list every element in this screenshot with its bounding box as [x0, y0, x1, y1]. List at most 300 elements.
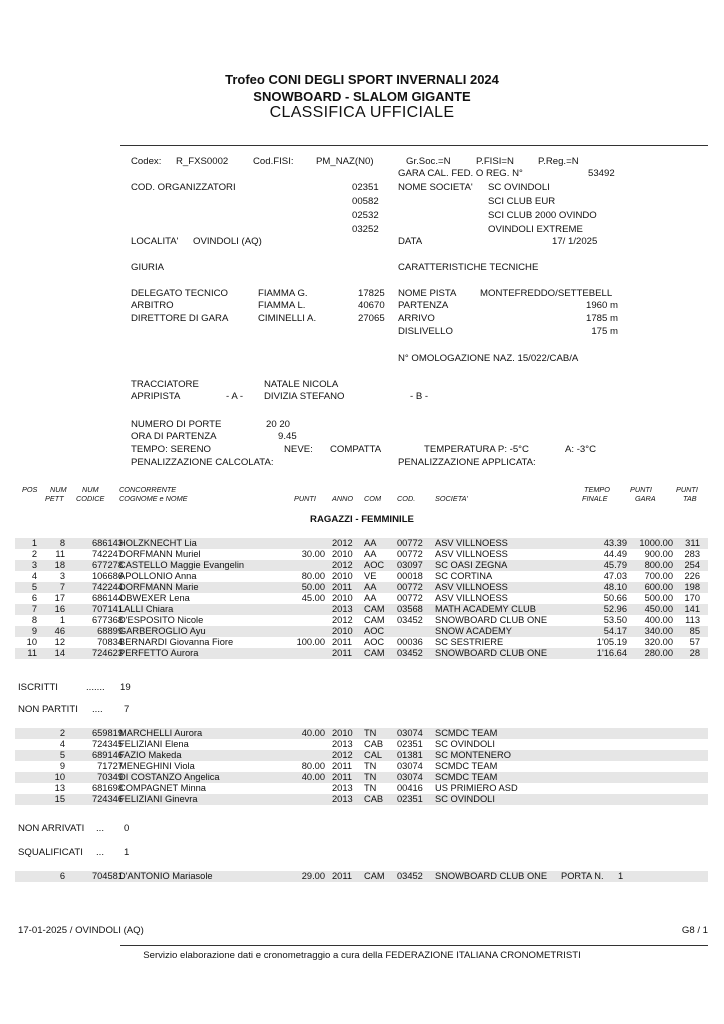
cell-nome: DORFMANN Muriel	[119, 549, 201, 559]
codex-value: R_FXS0002	[176, 156, 229, 167]
caratteristiche-label: CARATTERISTICHE TECNICHE	[398, 262, 539, 273]
cell-societa: ASV VILLNOESS	[435, 538, 508, 548]
localita-value: OVINDOLI (AQ)	[193, 236, 262, 247]
omologazione: N° OMOLOGAZIONE NAZ. 15/022/CAB/A	[398, 353, 579, 364]
cell-cod: 03452	[397, 871, 423, 881]
porte-label: NUMERO DI PORTE	[131, 419, 222, 430]
apripista-label: APRIPISTA	[131, 391, 181, 402]
table-row	[15, 604, 708, 615]
neve-label: NEVE:	[284, 444, 313, 455]
cell-societa: ASV VILLNOESS	[435, 549, 508, 559]
squalificati-label: SQUALIFICATI	[18, 847, 83, 858]
col-punti-gara: PUNTI	[630, 485, 652, 494]
cell-codice: 681698	[91, 783, 123, 793]
cell-tempo: 52.96	[603, 604, 627, 614]
table-row	[15, 739, 708, 750]
cell-societa: ASV VILLNOESS	[435, 582, 508, 592]
cell-pett: 17	[54, 593, 65, 603]
cell-pett: 12	[54, 637, 65, 647]
cell-tempo: 50.66	[603, 593, 627, 603]
cell-gara: 900.00	[644, 549, 673, 559]
non-arrivati-value: 0	[124, 823, 130, 834]
cell-nome: FELIZIANI Ginevra	[119, 794, 198, 804]
cell-anno: 2010	[332, 728, 353, 738]
cell-anno: 2010	[332, 549, 353, 559]
col-tempo: FINALE	[582, 494, 608, 503]
cell-cod: 03452	[397, 648, 423, 658]
cell-societa: SNOWBOARD CLUB ONE	[435, 648, 548, 658]
cell-cod: 00036	[397, 637, 423, 647]
cell-pos: 2	[31, 549, 37, 559]
col-societa: SOCIETA'	[435, 494, 468, 503]
cell-tempo: 54.17	[603, 626, 627, 636]
cell-tab: 254	[684, 560, 700, 570]
tech-label: DISLIVELLO	[398, 326, 453, 337]
penalizzazione-applicata: PENALIZZAZIONE APPLICATA:	[398, 457, 536, 468]
cell-gara: 1000.00	[639, 538, 673, 548]
title-line-2: SNOWBOARD - SLALOM GIGANTE	[253, 89, 471, 104]
cell-tab: 170	[684, 593, 700, 603]
cell-com: VE	[364, 571, 377, 581]
cell-nome: DORFMANN Marie	[119, 582, 199, 592]
table-row	[15, 750, 708, 761]
table-row	[15, 761, 708, 772]
cell-pett: 46	[54, 626, 65, 636]
cell-anno: 2011	[332, 582, 352, 592]
cell-com: TN	[364, 772, 377, 782]
cell-pos: 9	[31, 626, 37, 636]
apripista-a: - A -	[226, 391, 244, 402]
squalificati-value: 1	[124, 847, 130, 858]
pfisi-flag: P.FISI=N	[476, 156, 514, 167]
footer-date-location: 17-01-2025 / OVINDOLI (AQ)	[18, 925, 144, 936]
cell-note-value: 1	[618, 871, 624, 881]
cell-tempo: 1'05.19	[596, 637, 627, 647]
ora-label: ORA DI PARTENZA	[131, 431, 217, 442]
cell-cod: 03452	[397, 615, 423, 625]
cell-societa: SCMDC TEAM	[435, 728, 498, 738]
cell-gara: 800.00	[644, 560, 673, 570]
col-pos: POS	[22, 485, 38, 494]
org-code: 02351	[352, 182, 379, 193]
header-divider	[120, 145, 708, 146]
jury-name: FIAMMA L.	[258, 300, 306, 311]
table-row	[15, 626, 708, 637]
cell-pos: 1	[31, 538, 37, 548]
cell-tab: 113	[685, 615, 700, 625]
cell-cod: 03074	[397, 728, 423, 738]
cell-societa: SNOW ACADEMY	[435, 626, 512, 636]
cell-nome: D'ESPOSITO Nicole	[119, 615, 204, 625]
cell-gara: 400.00	[644, 615, 673, 625]
cell-tab: 28	[689, 648, 700, 658]
cell-tempo: 47.03	[603, 571, 627, 581]
cell-pett: 8	[59, 538, 65, 548]
non-arrivati-dots: ...	[96, 823, 104, 834]
cell-societa: SC MONTENERO	[435, 750, 511, 760]
cell-cod: 01381	[397, 750, 423, 760]
cell-punti: 80.00	[301, 571, 325, 581]
cell-anno: 2013	[332, 783, 353, 793]
cell-societa: US PRIMIERO ASD	[435, 783, 518, 793]
cell-com: AOC	[364, 560, 385, 570]
cell-societa: ASV VILLNOESS	[435, 593, 508, 603]
cell-societa: SC SESTRIERE	[435, 637, 504, 647]
cell-nome: MENEGHINI Viola	[119, 761, 195, 771]
cell-pos: 6	[31, 593, 37, 603]
cell-punti: 30.00	[301, 549, 325, 559]
cell-cod: 02351	[397, 739, 423, 749]
gara-label: GARA CAL. FED. O REG. N°	[398, 168, 523, 179]
cell-com: AA	[364, 538, 377, 548]
col-com: COM	[364, 494, 382, 503]
iscritti-dots: .......	[86, 682, 105, 693]
org-name: SC OVINDOLI	[488, 182, 550, 193]
col-num-pett: NUM	[50, 485, 67, 494]
org-name: SCI CLUB EUR	[488, 196, 556, 207]
cell-anno: 2011	[332, 772, 352, 782]
cell-pett: 16	[54, 604, 65, 614]
jury-role: DIRETTORE DI GARA	[131, 313, 229, 324]
cell-anno: 2010	[332, 571, 353, 581]
table-row	[15, 648, 708, 659]
table-row	[15, 871, 708, 882]
cell-codice: 704581	[91, 871, 123, 881]
org-name: OVINDOLI EXTREME	[488, 224, 583, 235]
footer-divider	[120, 945, 708, 946]
cell-cod: 03074	[397, 772, 423, 782]
cell-pett: 1	[59, 615, 65, 625]
cell-gara: 340.00	[644, 626, 673, 636]
cell-tab: 283	[684, 549, 700, 559]
cell-nome: LALLI Chiara	[119, 604, 174, 614]
col-num-codice: NUM	[82, 485, 99, 494]
cell-societa: SNOWBOARD CLUB ONE	[435, 615, 548, 625]
cell-cod: 03097	[397, 560, 423, 570]
non-partiti-label: NON PARTITI	[18, 704, 78, 715]
cell-com: CAM	[364, 604, 385, 614]
cell-cod: 00018	[397, 571, 423, 581]
table-row	[15, 538, 708, 549]
tech-label: NOME PISTA	[398, 288, 457, 299]
cell-com: AA	[364, 593, 377, 603]
cell-codice: 689146	[91, 750, 123, 760]
iscritti-label: ISCRITTI	[18, 682, 58, 693]
cell-tempo: 53.50	[603, 615, 627, 625]
cell-pett: 2	[59, 728, 65, 738]
temperatura-partenza: TEMPERATURA P: -5°C	[424, 444, 529, 455]
cell-punti: 40.00	[301, 772, 325, 782]
cell-societa: SCMDC TEAM	[435, 772, 498, 782]
cell-com: CAL	[364, 750, 383, 760]
cell-tab: 198	[684, 582, 700, 592]
cell-nome: COMPAGNET Minna	[119, 783, 206, 793]
cell-nome: APOLLONIO Anna	[119, 571, 197, 581]
cell-societa: SC OASI ZEGNA	[435, 560, 508, 570]
cell-com: TN	[364, 761, 377, 771]
tracciatore-value: NATALE NICOLA	[264, 379, 339, 390]
table-row	[15, 772, 708, 783]
jury-name: CIMINELLI A.	[258, 313, 317, 324]
cell-tempo: 45.79	[603, 560, 627, 570]
col-num-pett: PETT	[45, 494, 64, 503]
data-value: 17/ 1/2025	[552, 236, 598, 247]
cell-tempo: 44.49	[603, 549, 627, 559]
tech-label: ARRIVO	[398, 313, 435, 324]
cell-pett: 7	[59, 582, 65, 592]
cell-com: TN	[364, 728, 377, 738]
cell-anno: 2010	[332, 593, 353, 603]
cell-anno: 2011	[332, 761, 352, 771]
cell-pett: 11	[55, 549, 65, 559]
cell-pett: 13	[54, 783, 65, 793]
col-punti-gara: GARA	[635, 494, 656, 503]
jury-role: ARBITRO	[131, 300, 174, 311]
cell-pos: 8	[31, 615, 37, 625]
cell-codice: 677278	[91, 560, 123, 570]
cell-pos: 5	[31, 582, 37, 592]
cell-gara: 450.00	[644, 604, 673, 614]
jury-code: 27065	[358, 313, 385, 324]
title-line-1: Trofeo CONI DEGLI SPORT INVERNALI 2024	[225, 72, 499, 87]
footer-credits: Servizio elaborazione dati e cronometraggio a cura della FEDERAZIONE ITALIANA CRONOMETRISTI	[143, 950, 581, 961]
cell-tempo: 48.10	[603, 582, 627, 592]
localita-label: LOCALITA'	[131, 236, 179, 247]
cell-codice: 686143	[91, 538, 123, 548]
cell-codice: 724346	[91, 794, 123, 804]
cell-tab: 85	[689, 626, 700, 636]
cell-cod: 02351	[397, 794, 423, 804]
cell-punti: 45.00	[301, 593, 325, 603]
cell-anno: 2011	[332, 871, 352, 881]
table-row	[15, 794, 708, 805]
org-code: 00582	[352, 196, 379, 207]
cell-codice: 70349	[97, 772, 123, 782]
tech-label: PARTENZA	[398, 300, 449, 311]
cell-punti: 50.00	[301, 582, 325, 592]
table-row	[15, 582, 708, 593]
cell-codice: 70834	[97, 637, 123, 647]
cell-gara: 600.00	[644, 582, 673, 592]
col-cod: COD.	[397, 494, 416, 503]
cell-anno: 2013	[332, 794, 353, 804]
cell-societa: SC OVINDOLI	[435, 739, 495, 749]
cell-codice: 68899	[97, 626, 123, 636]
cell-pett: 3	[59, 571, 65, 581]
ora-value: 9.45	[278, 431, 297, 442]
cell-nome: MARCHELLI Aurora	[119, 728, 203, 738]
cell-tab: 141	[684, 604, 700, 614]
cell-codice: 742244	[91, 582, 123, 592]
cell-com: CAB	[364, 794, 384, 804]
cell-note: PORTA N.	[561, 871, 604, 881]
codex-label: Codex:	[131, 156, 162, 167]
title-line-3: CLASSIFICA UFFICIALE	[269, 104, 455, 121]
cell-pos: 4	[31, 571, 37, 581]
cell-nome: BERNARDI Giovanna Fiore	[119, 637, 234, 647]
cell-pos: 11	[27, 648, 37, 658]
cell-com: AOC	[364, 626, 385, 636]
cell-tab: 311	[685, 538, 700, 548]
cell-cod: 00772	[397, 593, 423, 603]
table-row	[15, 571, 708, 582]
org-code: 02532	[352, 210, 379, 221]
col-punti-tab: PUNTI	[676, 485, 698, 494]
codfisi-label: Cod.FISI:	[253, 156, 294, 167]
col-anno: ANNO	[332, 494, 354, 503]
cell-pos: 7	[31, 604, 37, 614]
cell-anno: 2013	[332, 739, 353, 749]
cell-pett: 4	[59, 739, 65, 749]
cell-pett: 14	[54, 648, 65, 658]
non-partiti-value: 7	[124, 704, 130, 715]
tech-value: MONTEFREDDO/SETTEBELL	[480, 288, 613, 299]
cell-cod: 00772	[397, 538, 423, 548]
cell-codice: 71727	[97, 761, 123, 771]
table-row	[15, 549, 708, 560]
cell-com: TN	[364, 783, 377, 793]
table-row	[15, 728, 708, 739]
col-punti: PUNTI	[294, 494, 316, 503]
cell-tempo: 1'16.64	[596, 648, 627, 658]
cell-pett: 10	[54, 772, 65, 782]
cell-com: AA	[364, 549, 377, 559]
col-num-codice: CODICE	[76, 494, 105, 503]
cell-tab: 57	[689, 637, 700, 647]
col-concorrente: COGNOME e NOME	[119, 494, 188, 503]
cell-codice: 677368	[91, 615, 123, 625]
tempo-meteo: TEMPO: SERENO	[131, 444, 211, 455]
cell-codice: 742247	[91, 549, 123, 559]
cell-punti: 100.00	[296, 637, 325, 647]
cell-nome: FELIZIANI Elena	[119, 739, 189, 749]
org-name: SCI CLUB 2000 OVINDO	[488, 210, 597, 221]
nome-societa-label: NOME SOCIETA'	[398, 182, 473, 193]
cell-gara: 280.00	[644, 648, 673, 658]
cell-nome: FAZIO Makeda	[119, 750, 182, 760]
cell-com: CAM	[364, 871, 385, 881]
cell-anno: 2013	[332, 604, 353, 614]
jury-code: 17825	[358, 288, 385, 299]
cell-gara: 700.00	[644, 571, 673, 581]
gara-value: 53492	[588, 168, 615, 179]
cell-pett: 9	[59, 761, 65, 771]
cell-pos: 10	[26, 637, 37, 647]
category-title: RAGAZZI - FEMMINILE	[310, 514, 414, 525]
grsoc-flag: Gr.Soc.=N	[406, 156, 451, 167]
apripista-b: - B -	[410, 391, 429, 402]
cell-codice: 659819	[91, 728, 123, 738]
col-concorrente: CONCORRENTE	[119, 485, 177, 494]
cell-nome: OBWEXER Lena	[119, 593, 190, 603]
codfisi-value: PM_NAZ(N0)	[316, 156, 374, 167]
cell-codice: 724345	[91, 739, 123, 749]
cell-com: AOC	[364, 637, 385, 647]
cell-codice: 707141	[91, 604, 123, 614]
data-label: DATA	[398, 236, 423, 247]
cell-cod: 00772	[397, 549, 423, 559]
apripista-value: DIVIZIA STEFANO	[264, 391, 345, 402]
penalizzazione-calcolata: PENALIZZAZIONE CALCOLATA:	[131, 457, 274, 468]
non-arrivati-label: NON ARRIVATI	[18, 823, 85, 834]
cell-com: CAM	[364, 615, 385, 625]
iscritti-value: 19	[120, 682, 131, 693]
tech-value: 1960 m	[586, 300, 618, 311]
cell-codice: 106686	[91, 571, 123, 581]
cell-cod: 03568	[397, 604, 423, 614]
neve-value: COMPATTA	[330, 444, 382, 455]
cell-societa: MATH ACADEMY CLUB	[435, 604, 536, 614]
tech-value: 1785 m	[586, 313, 618, 324]
cell-tempo: 43.39	[603, 538, 627, 548]
cell-pos: 3	[31, 560, 37, 570]
tracciatore-label: TRACCIATORE	[131, 379, 199, 390]
cell-societa: SC OVINDOLI	[435, 794, 495, 804]
col-punti-tab: TAB	[683, 494, 697, 503]
cell-cod: 00772	[397, 582, 423, 592]
cell-punti: 80.00	[301, 761, 325, 771]
cell-com: CAB	[364, 739, 384, 749]
cell-societa: SC CORTINA	[435, 571, 493, 581]
table-row	[15, 783, 708, 794]
cell-codice: 724623	[91, 648, 123, 658]
cell-anno: 2011	[332, 637, 352, 647]
cell-gara: 500.00	[644, 593, 673, 603]
cell-anno: 2011	[332, 648, 352, 658]
porte-value: 20 20	[266, 419, 291, 430]
cell-societa: SCMDC TEAM	[435, 761, 498, 771]
cell-pett: 18	[54, 560, 65, 570]
cell-gara: 320.00	[644, 637, 673, 647]
jury-role: DELEGATO TECNICO	[131, 288, 229, 299]
cell-punti: 40.00	[301, 728, 325, 738]
cell-anno: 2012	[332, 615, 353, 625]
non-partiti-dots: ....	[92, 704, 103, 715]
cell-societa: SNOWBOARD CLUB ONE	[435, 871, 548, 881]
table-row	[15, 637, 708, 648]
cell-nome: GARBEROGLIO Ayu	[119, 626, 206, 636]
cell-nome: HOLZKNECHT Lia	[119, 538, 197, 548]
cell-anno: 2012	[332, 538, 353, 548]
cell-nome: D'ANTONIO Mariasole	[119, 871, 213, 881]
cell-anno: 2010	[332, 626, 353, 636]
cell-pett: 5	[59, 750, 65, 760]
footer-page-number: G8 / 1	[681, 925, 708, 936]
tech-value: 175 m	[591, 326, 618, 337]
table-row	[15, 615, 708, 626]
cell-com: CAM	[364, 648, 385, 658]
preg-flag: P.Reg.=N	[538, 156, 579, 167]
cell-pett: 6	[59, 871, 65, 881]
cell-anno: 2012	[332, 560, 353, 570]
cell-cod: 00416	[397, 783, 423, 793]
temperatura-arrivo: A: -3°C	[565, 444, 597, 455]
cell-anno: 2012	[332, 750, 353, 760]
table-row	[15, 593, 708, 604]
cell-cod: 03074	[397, 761, 423, 771]
cell-punti: 29.00	[301, 871, 325, 881]
cell-com: AA	[364, 582, 377, 592]
cell-nome: DI COSTANZO Angelica	[119, 772, 220, 782]
cell-nome: CASTELLO Maggie Evangelin	[119, 560, 245, 570]
table-row	[15, 560, 708, 571]
cod-org-label: COD. ORGANIZZATORI	[131, 182, 236, 193]
col-tempo: TEMPO	[584, 485, 610, 494]
giuria-label: GIURIA	[131, 262, 165, 273]
squalificati-dots: ...	[96, 847, 104, 858]
jury-name: FIAMMA G.	[258, 288, 308, 299]
org-code: 03252	[352, 224, 379, 235]
